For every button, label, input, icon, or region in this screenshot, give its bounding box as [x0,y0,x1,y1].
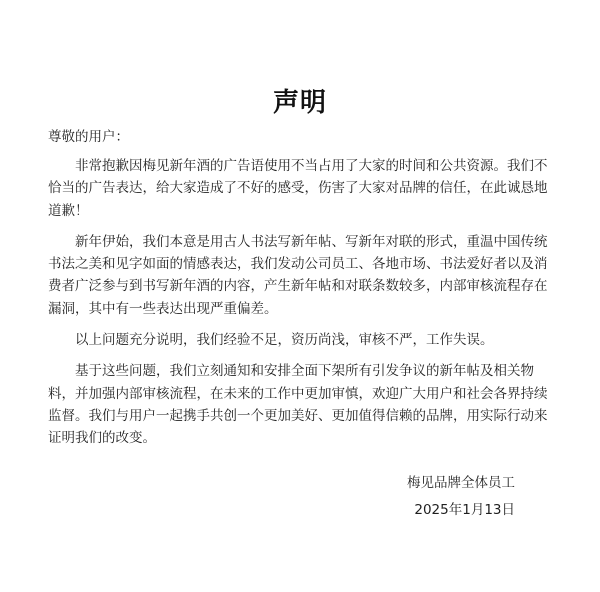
statement-body [48,155,548,459]
paragraph-actions: 基于这些问题，我们立刻通知和安排全面下架所有引发争议的新年帖及相关物料，并加强内部审核流程，在未来的工作中更加审慎，欢迎广大用户和社会各界持续监督。我们与用户一起携手共创一个更加美好、更加值得信赖的品牌，用实际行动来证明我们的改变。 [48,363,548,447]
signature-org: 梅见品牌全体员工 [407,475,515,491]
greeting: 尊敬的用户： [48,129,129,145]
paragraph-background: 新年伊始，我们本意是用古人书法写新年帖、写新年对联的形式，重温中国传统书法之美和见字如面的情感表达，我们发动公司员工、各地市场、书法爱好者以及消费者广泛参与到书写新年酒的内容，产生新年帖和对联条数较多，内部审核流程存在漏洞，其中有一些表达出现严重偏差。 [48,233,548,317]
paragraph-apology: 非常抱歉因梅见新年酒的广告语使用不当占用了大家的时间和公共资源。我们不恰当的广告表达，给大家造成了不好的感受，伤害了大家对品牌的信任，在此诚恳地道歉！ [48,158,548,219]
paragraph-admission: 以上问题充分说明，我们经验不足，资历尚浅，审核不严，工作失误。 [75,332,494,349]
signature-date: 2025年1月13日 [414,502,515,518]
page-title: 声明 [272,88,327,118]
signature-block [355,472,515,521]
